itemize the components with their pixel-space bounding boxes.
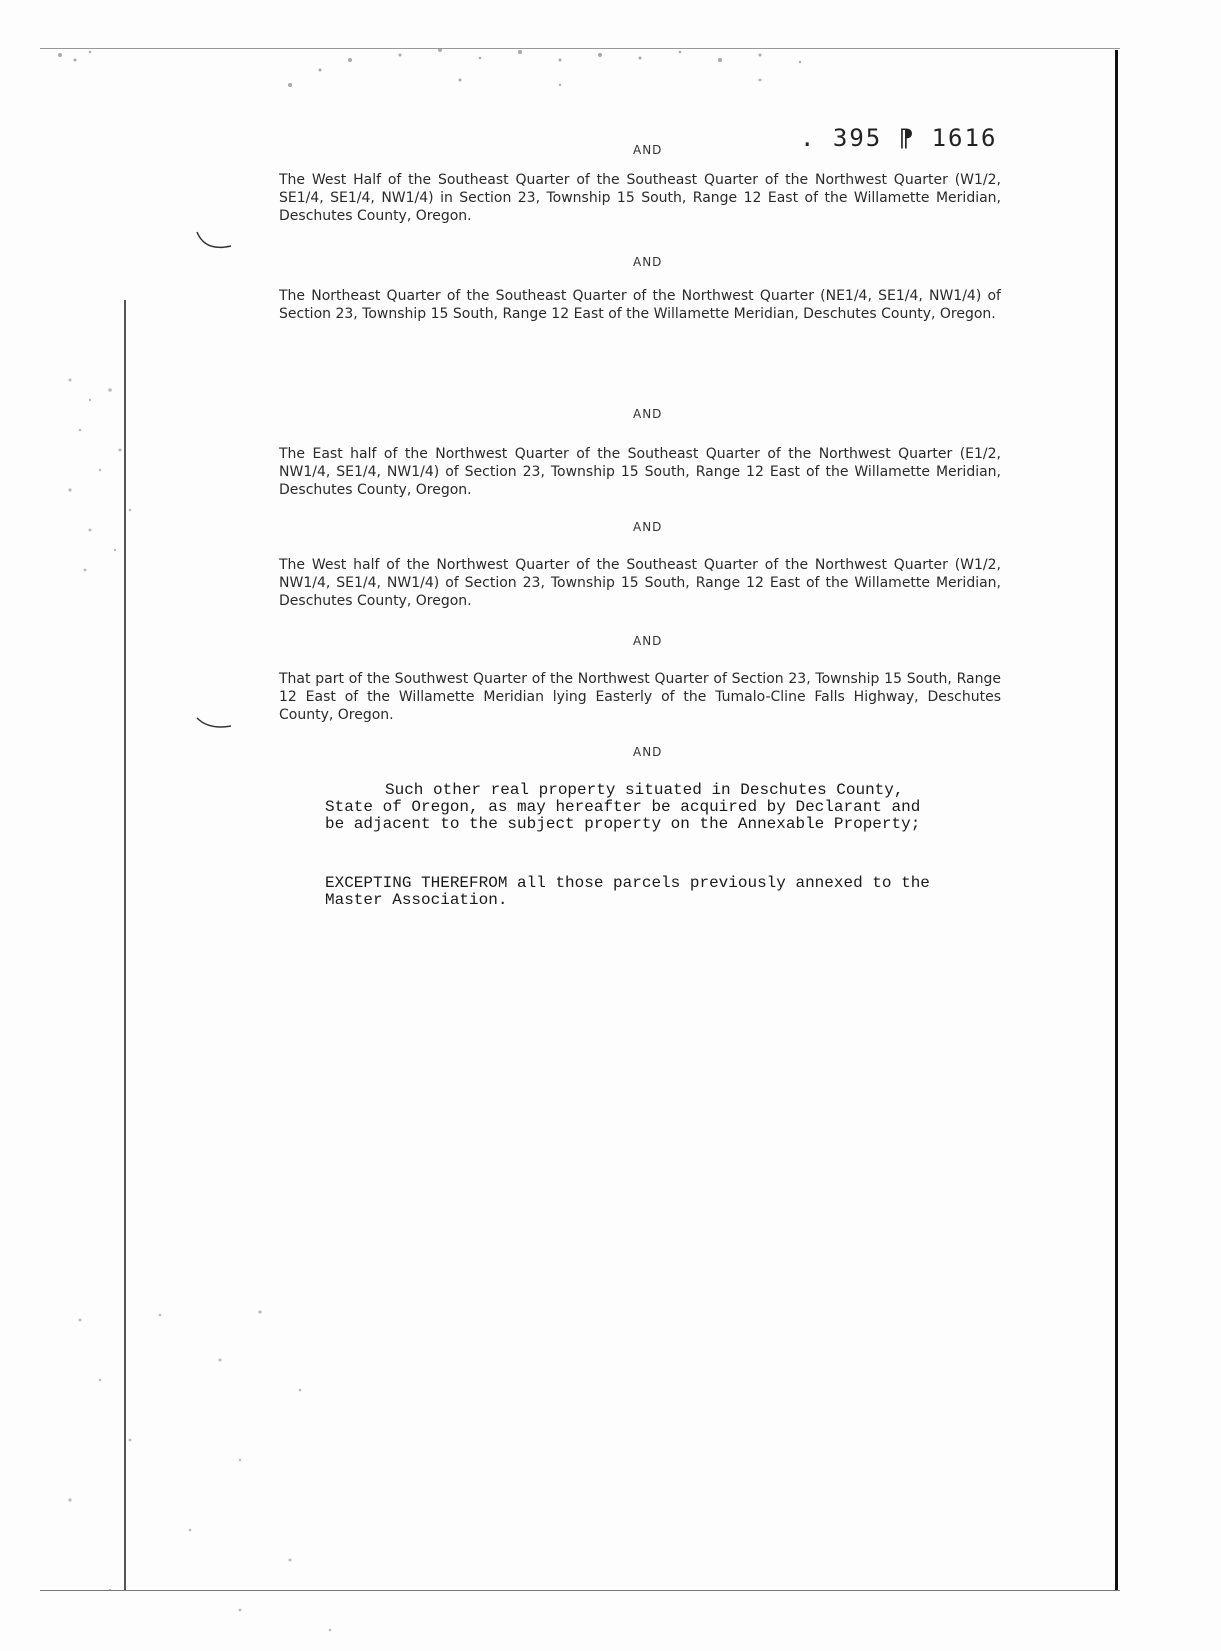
parcel-description-3: The East half of the Northwest Quarter of the Southeast Quarter of the Northwest Quarter (E1/2, NW1/4, SE1/4, NW1/4) of Section 23, Township 15 South, Range 12 East of the Willamette Meridian, Deschutes County, Oregon. <box>279 446 1001 498</box>
excepting-paragraph: EXCEPTING THEREFROM all those parcels previously annexed to the Master Association. <box>325 874 930 909</box>
and-separator: AND <box>633 520 663 534</box>
parcel-description-4: The West half of the Northwest Quarter of the Southeast Quarter of the Northwest Quarter (W1/2, NW1/4, SE1/4, NW1/4) of Section 23, Township 15 South, Range 12 East of the Willamette Meridian, Deschutes County, Oregon. <box>279 557 1001 609</box>
scan-border-top <box>40 48 1120 49</box>
such-other-paragraph: Such other real property situated in Deschutes County, State of Oregon, as may hereafter be acquired by Declarant and be adjacent to the subject property on the Annexable Property; <box>325 781 921 833</box>
scan-border-right <box>1115 50 1118 1590</box>
and-separator: AND <box>633 745 663 759</box>
and-separator: AND <box>633 407 663 421</box>
scan-border-left <box>124 300 126 1590</box>
parcel-description-5: That part of the Southwest Quarter of the Northwest Quarter of Section 23, Township 15 South, Range 12 East of the Willamette Meridian lying Easterly of the Tumalo-Cline Falls Highway, Deschutes County, Oregon. <box>279 671 1001 723</box>
scan-border-bottom <box>40 1590 1120 1591</box>
scan-noise-left <box>40 360 170 600</box>
hand-mark-left-1 <box>195 230 235 255</box>
page-number: . 395 ⁋ 1616 <box>800 124 998 152</box>
scan-noise-bottom <box>40 1300 380 1650</box>
parcel-description-2: The Northeast Quarter of the Southeast Quarter of the Northwest Quarter (NE1/4, SE1/4, NW1/4) of Section 23, Township 15 South, Range 12 East of the Willamette Meridian, Deschutes County, Oregon. <box>279 288 1001 322</box>
scan-noise-top <box>0 0 1221 120</box>
parcel-description-1: The West Half of the Southeast Quarter of the Southeast Quarter of the Northwest Quarter (W1/2, SE1/4, SE1/4, NW1/4) in Section 23, Township 15 South, Range 12 East of the Willamette Meridian, Deschutes County, Oregon. <box>279 172 1001 224</box>
and-separator: AND <box>633 634 663 648</box>
and-separator: AND <box>633 143 663 157</box>
and-separator: AND <box>633 255 663 269</box>
hand-mark-left-2 <box>195 714 235 734</box>
